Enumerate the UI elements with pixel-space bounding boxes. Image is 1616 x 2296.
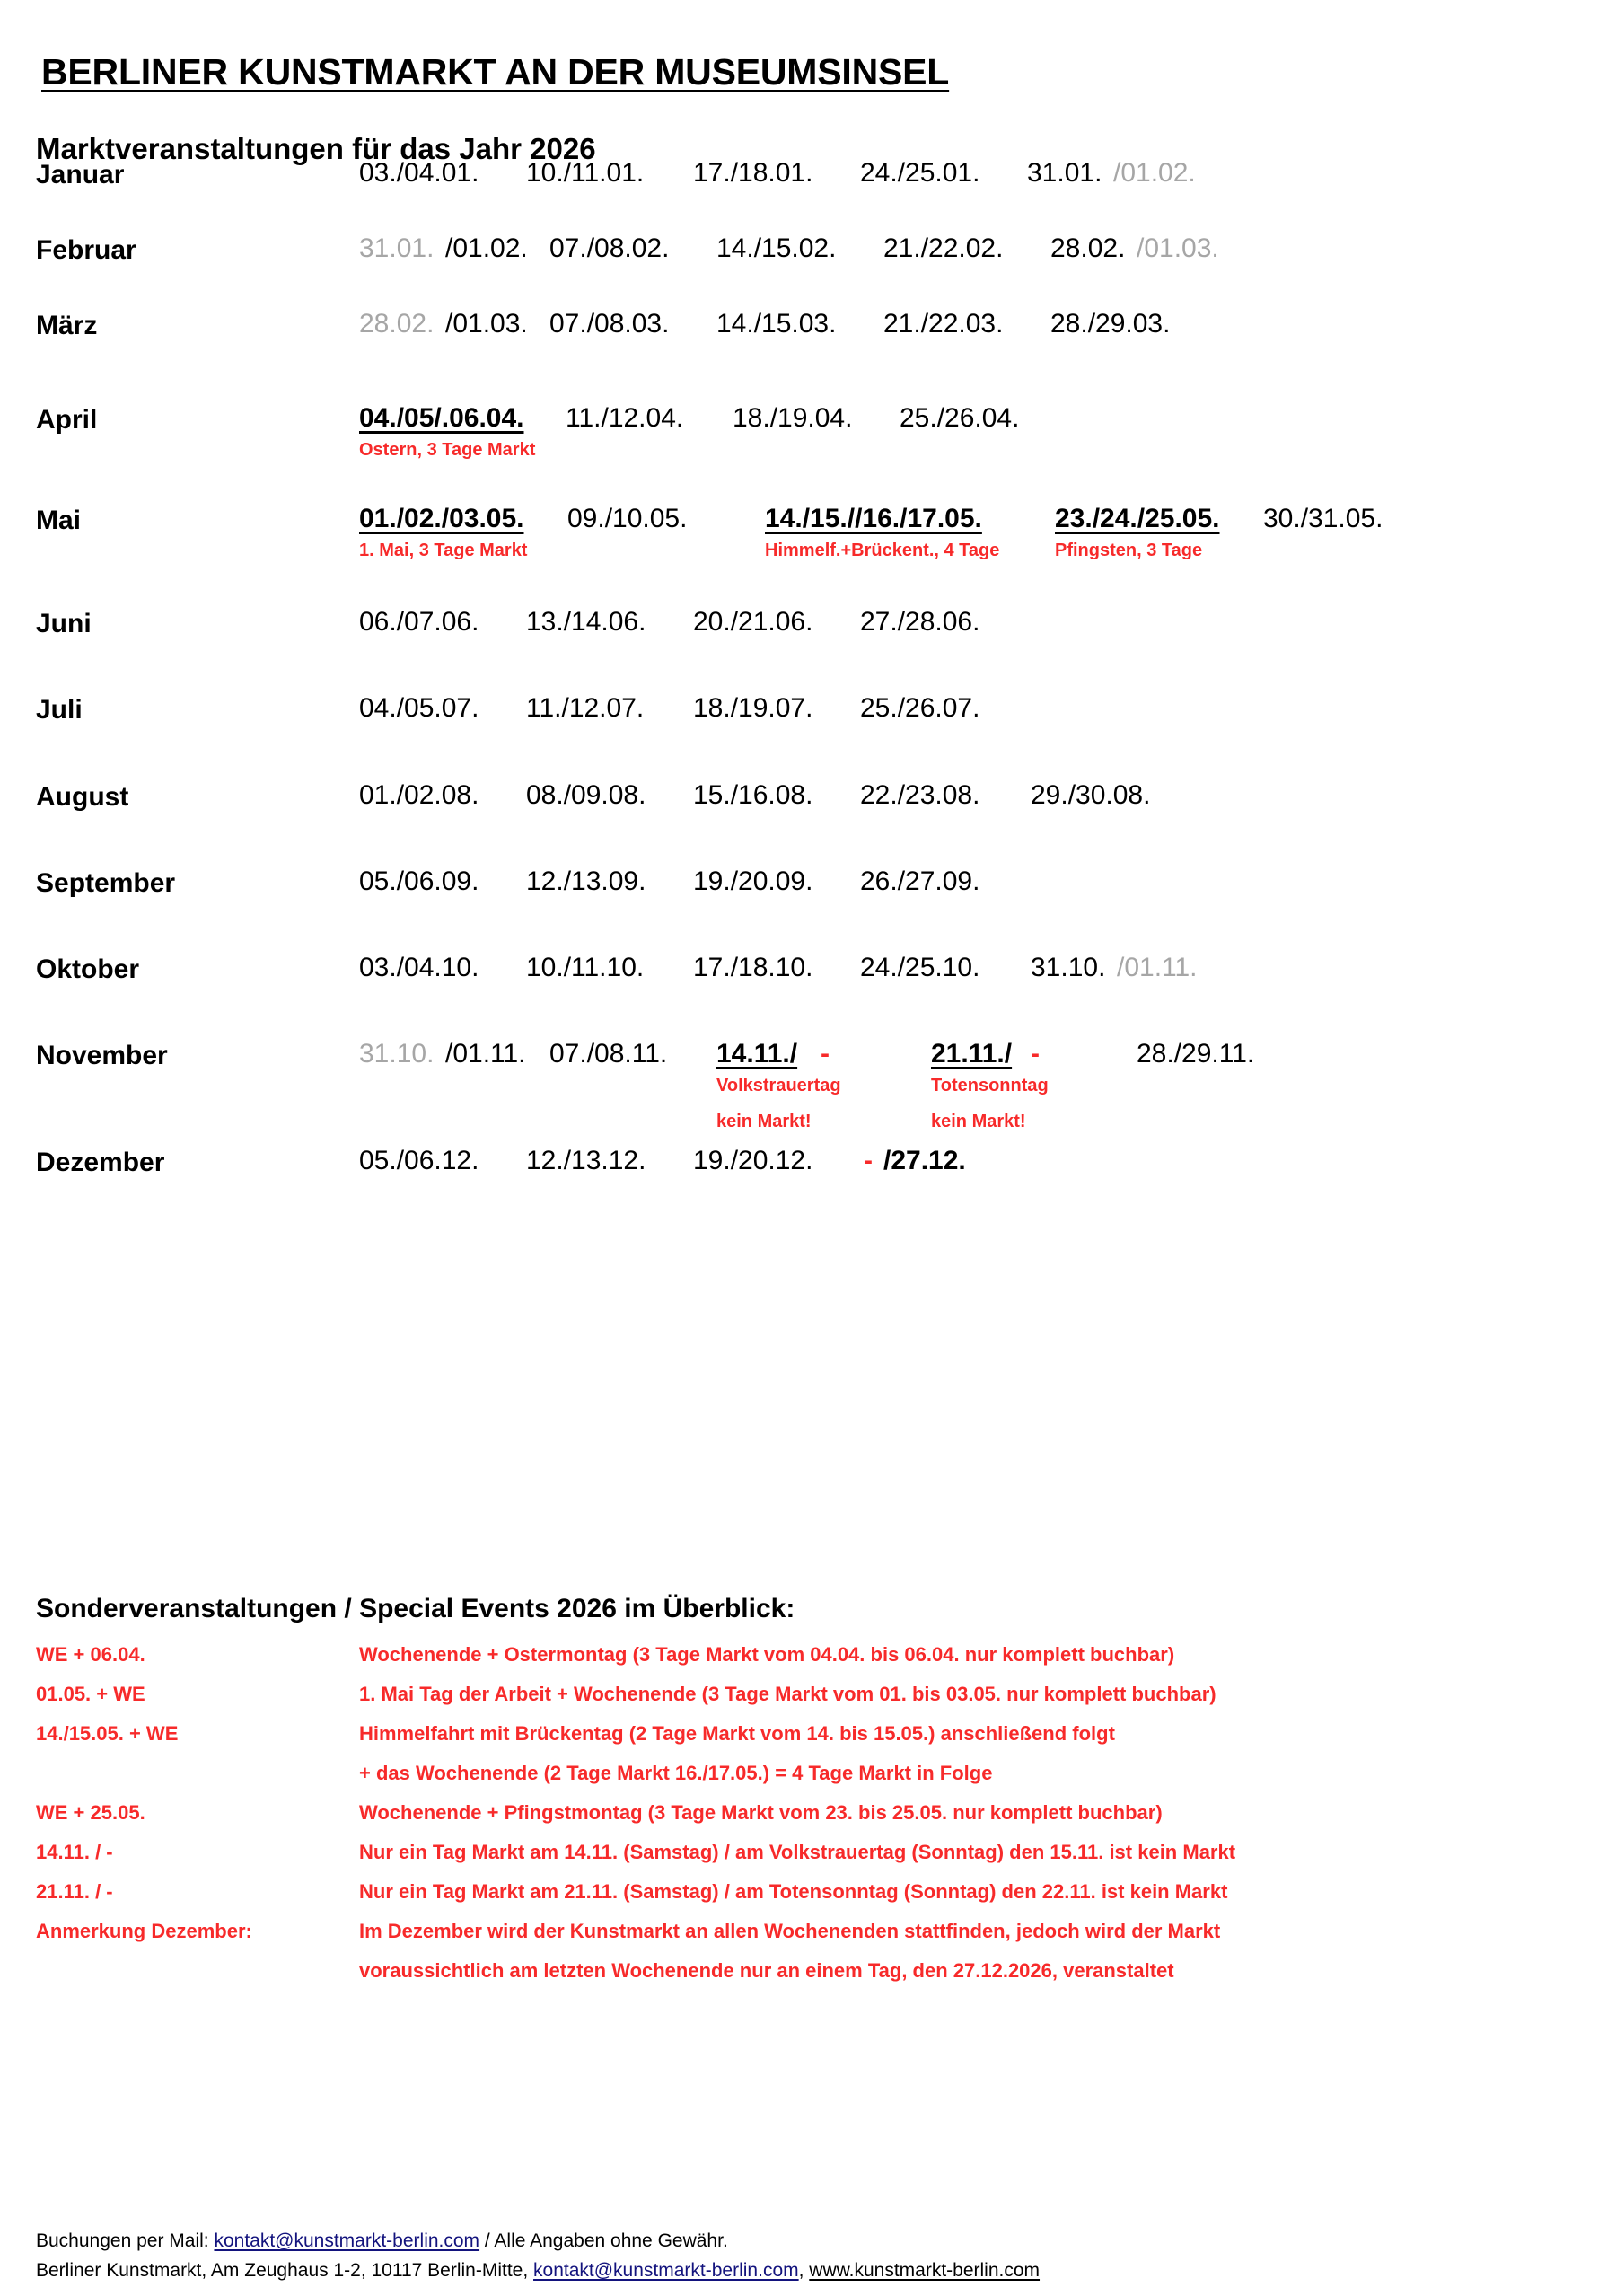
date-entry: 28./29.11. [1137,1039,1255,1069]
date-entry: 17./18.01. [693,158,813,188]
page-title: BERLINER KUNSTMARKT AN DER MUSEUMSINSEL [41,51,950,93]
date-entry: 12./13.12. [526,1146,646,1175]
footer-separator: , [798,2259,810,2281]
date-entry: 21.11./ [931,1039,1013,1069]
special-event-description: + das Wochenende (2 Tage Markt 16./17.05.) = 4 Tage Markt in Folge [359,1762,993,1784]
footer-disclaimer: / Alle Angaben ohne Gewähr. [479,2230,728,2251]
month-label: Februar [36,235,136,265]
date-entry: 28.02. [359,309,435,339]
date-entry: 14.11./ [716,1039,798,1069]
footer-booking-label: Buchungen per Mail: [36,2230,215,2251]
date-entry: 26./27.09. [860,866,980,896]
special-events-heading: Sonderveranstaltungen / Special Events 2026 im Überblick: [36,1594,795,1623]
date-entry: 24./25.10. [860,953,980,982]
special-event-description: Wochenende + Ostermontag (3 Tage Markt vom 04.04. bis 06.04. nur komplett buchbar) [359,1643,1175,1666]
date-entry: /01.11. [1117,953,1198,982]
special-event-key: WE + 06.04. [36,1643,145,1666]
special-event-description: 1. Mai Tag der Arbeit + Wochenende (3 Tage Markt vom 01. bis 03.05. nur komplett buchbar) [359,1683,1216,1705]
date-entry: 20./21.06. [693,607,813,637]
date-entry: 05./06.09. [359,866,479,896]
date-entry: 04./05/.06.04. [359,403,524,433]
month-label: Juli [36,695,83,725]
date-entry: 17./18.10. [693,953,813,982]
date-entry: 04./05.07. [359,693,479,723]
date-entry: /27.12. [883,1146,966,1175]
month-note: 1. Mai, 3 Tage Markt [359,541,528,560]
month-label: April [36,405,98,435]
month-label: August [36,782,129,812]
date-entry: 27./28.06. [860,607,980,637]
date-entry: 14./15.//16./17.05. [765,504,982,533]
footer-line-address [36,2256,1040,2286]
date-entry: 18./19.04. [733,403,853,433]
date-entry: /01.03. [1137,233,1219,263]
date-entry: 25./26.04. [900,403,1020,433]
month-label: März [36,311,98,340]
date-entry: 14./15.02. [716,233,837,263]
date-entry: 10./11.10. [526,953,645,982]
date-entry: /01.02. [445,233,528,263]
month-label: Januar [36,160,125,189]
date-entry: - [821,1039,830,1069]
month-label: September [36,868,176,898]
date-entry: 05./06.12. [359,1146,479,1175]
date-entry: 28.02. [1050,233,1126,263]
date-entry: 01./02./03.05. [359,504,524,533]
month-note: kein Markt! [931,1112,1026,1131]
month-label: Dezember [36,1148,165,1177]
special-event-description: Im Dezember wird der Kunstmarkt an allen Wochenenden stattfinden, jedoch wird der Markt [359,1920,1221,1942]
date-entry: 24./25.01. [860,158,980,188]
date-entry: 21./22.02. [883,233,1004,263]
month-label: Oktober [36,954,140,984]
special-event-key: 01.05. + WE [36,1683,145,1705]
date-entry: 31.10. [1031,953,1106,982]
special-event-description: voraussichtlich am letzten Wochenende nur an einem Tag, den 27.12.2026, veranstaltet [359,1959,1174,1982]
date-entry: 31.01. [1027,158,1102,188]
special-event-key: 14.11. / - [36,1841,113,1863]
special-event-description: Himmelfahrt mit Brückentag (2 Tage Markt vom 14. bis 15.05.) anschließend folgt [359,1722,1115,1745]
date-entry: 11./12.07. [526,693,645,723]
date-entry: 07./08.03. [549,309,670,339]
date-entry: 28./29.03. [1050,309,1171,339]
footer-email-link-2[interactable]: kontakt@kunstmarkt-berlin.com [533,2259,799,2281]
month-note: Himmelf.+Brückent., 4 Tage [765,541,1000,560]
footer-line-booking [36,2227,1040,2256]
date-entry: 03./04.10. [359,953,479,982]
date-entry: 08./09.08. [526,780,646,810]
date-entry: 10./11.01. [526,158,645,188]
date-entry: 12./13.09. [526,866,646,896]
date-entry: 21./22.03. [883,309,1004,339]
date-entry: 18./19.07. [693,693,813,723]
date-entry: 03./04.01. [359,158,479,188]
month-note: Totensonntag [931,1076,1049,1095]
date-entry: 07./08.11. [549,1039,668,1069]
date-entry: 13./14.06. [526,607,646,637]
date-entry: 07./08.02. [549,233,670,263]
footer [36,2227,1040,2285]
date-entry: 11./12.04. [566,403,684,433]
date-entry: 29./30.08. [1031,780,1151,810]
date-entry: 30./31.05. [1263,504,1383,533]
month-note: Volkstrauertag [716,1076,841,1095]
footer-address: Berliner Kunstmarkt, Am Zeughaus 1-2, 10117 Berlin-Mitte, [36,2259,534,2281]
date-entry: - [864,1146,873,1175]
date-entry: 15./16.08. [693,780,813,810]
date-entry: 14./15.03. [716,309,837,339]
special-event-description: Nur ein Tag Markt am 21.11. (Samstag) / am Totensonntag (Sonntag) den 22.11. ist kein Markt [359,1880,1228,1903]
special-event-description: Nur ein Tag Markt am 14.11. (Samstag) / am Volkstrauertag (Sonntag) den 15.11. ist kein Markt [359,1841,1236,1863]
footer-website-link[interactable]: www.kunstmarkt-berlin.com [809,2259,1041,2281]
month-label: Juni [36,609,92,638]
special-event-description: Wochenende + Pfingstmontag (3 Tage Markt vom 23. bis 25.05. nur komplett buchbar) [359,1801,1163,1824]
date-entry: 19./20.09. [693,866,813,896]
page-subtitle: Marktveranstaltungen für das Jahr 2026 [36,132,596,166]
date-entry: 31.10. [359,1039,435,1069]
date-entry: 23./24./25.05. [1055,504,1220,533]
special-event-key: 21.11. / - [36,1880,113,1903]
date-entry: /01.02. [1113,158,1196,188]
special-event-key: WE + 25.05. [36,1801,145,1824]
month-label: Mai [36,506,82,535]
month-label: November [36,1041,168,1070]
month-note: kein Markt! [716,1112,812,1131]
date-entry: 01./02.08. [359,780,479,810]
date-entry: 25./26.07. [860,693,980,723]
date-entry: 19./20.12. [693,1146,813,1175]
special-event-key: Anmerkung Dezember: [36,1920,252,1942]
date-entry: 22./23.08. [860,780,980,810]
date-entry: /01.11. [445,1039,526,1069]
date-entry: - [1031,1039,1040,1069]
date-entry: 09./10.05. [567,504,688,533]
month-note: Ostern, 3 Tage Markt [359,440,536,460]
date-entry: /01.03. [445,309,528,339]
footer-email-link-1[interactable]: kontakt@kunstmarkt-berlin.com [214,2230,480,2251]
special-event-key: 14./15.05. + WE [36,1722,179,1745]
date-entry: 31.01. [359,233,435,263]
date-entry: 06./07.06. [359,607,479,637]
month-note: Pfingsten, 3 Tage [1055,541,1203,560]
